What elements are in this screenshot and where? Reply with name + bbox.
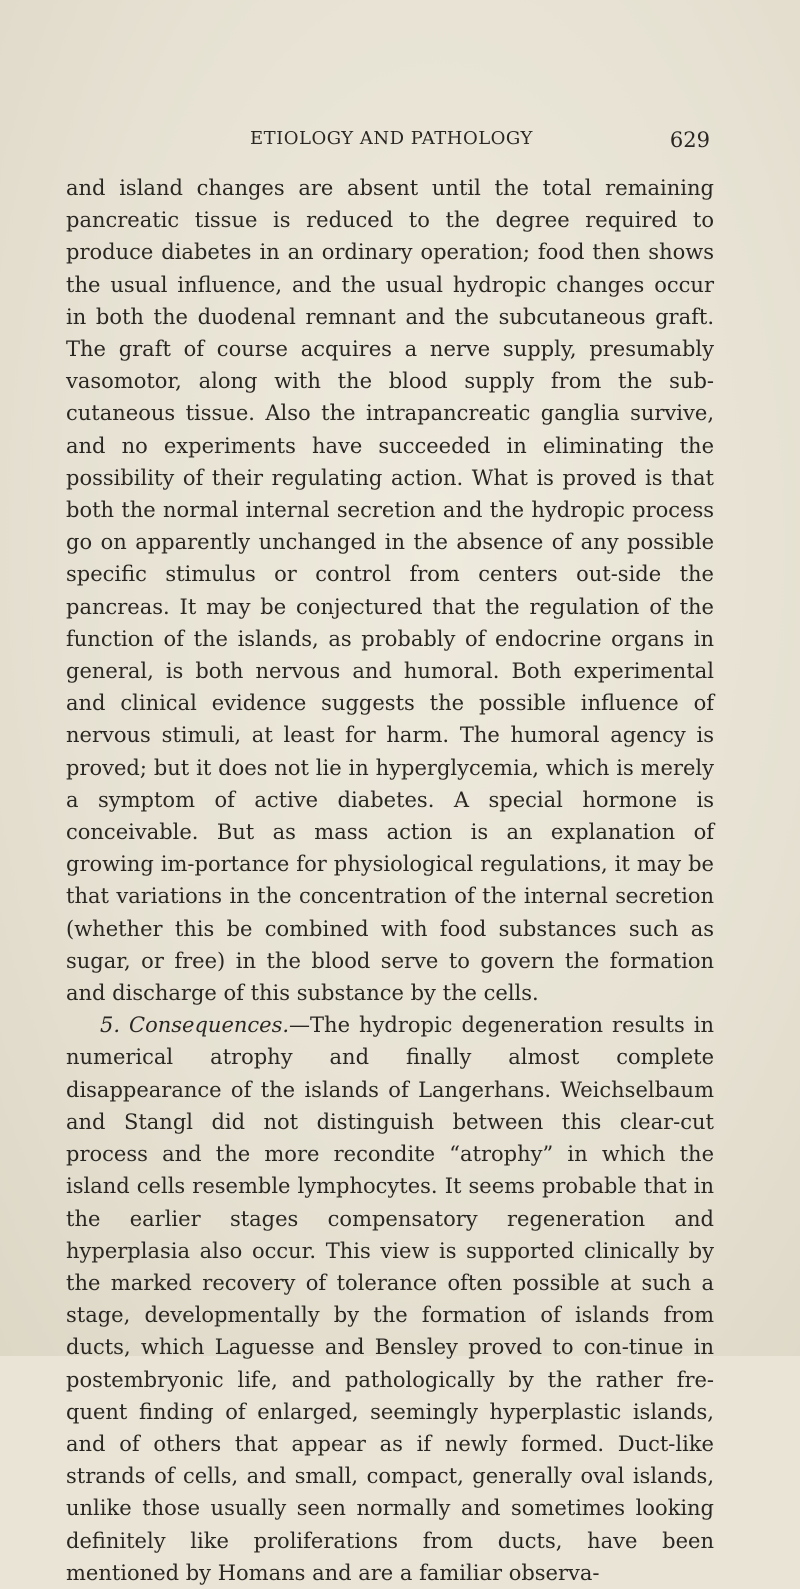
- section-heading: 5. Consequences.: [100, 1013, 290, 1038]
- body-text: [66, 172, 714, 1589]
- paragraph: [66, 1009, 714, 1589]
- paragraph: [66, 172, 714, 1009]
- page-header: [250, 128, 710, 158]
- paragraph-text: —The hydropic degeneration results in numerical atrophy and finally almost complete disappearance of the islands of Langerhans. Weichselbaum and Stangl did not distinguish between this clear-cut process and the more recondite “atrophy” in which the island cells resemble lymphocytes. It seems probable that in the earlier stages compensatory regeneration and hyperplasia also occur. This view is supported clinically by the marked recovery of tolerance often possible at such a stage, developmentally by the formation of islands from ducts, which Laguesse and Bensley proved to con-tinue in postembryonic life, and pathologically by the rather fre-quent finding of enlarged, seemingly hyperplastic islands, and of others that appear as if newly formed. Duct-like strands of cells, and small, compact, generally oval islands, unlike those usually seen normally and sometimes looking definitely like proliferations from ducts, have been mentioned by Homans and are a familiar observa-: [66, 1013, 714, 1585]
- page-number: 629: [669, 128, 710, 152]
- running-head: ETIOLOGY AND PATHOLOGY: [250, 128, 533, 149]
- paragraph-text: and island changes are absent until the total remaining pancreatic tissue is reduced to the degree required to produce diabetes in an ordinary operation; food then shows the usual influence, and the usual hydropic changes occur in both the duodenal remnant and the subcutaneous graft. The graft of course acquires a nerve supply, presumably vasomotor, along with the blood supply from the sub-cutaneous tissue. Also the intrapancreatic ganglia survive, and no experiments have succeeded in eliminating the possibility of their regulating action. What is proved is that both the normal internal secretion and the hydropic process go on apparently unchanged in the absence of any possible specific stimulus or control from centers out-side the pancreas. It may be conjectured that the regulation of the function of the islands, as probably of endocrine organs in general, is both nervous and humoral. Both experimental and clinical evidence suggests the possible influence of nervous stimuli, at least for harm. The humoral agency is proved; but it does not lie in hyperglycemia, which is merely a symptom of active diabetes. A special hormone is conceivable. But as mass action is an explanation of growing im-portance for physiological regulations, it may be that variations in the concentration of the internal secretion (whether this be combined with food substances such as sugar, or free) in the blood serve to govern the formation and discharge of this substance by the cells.: [66, 176, 714, 1006]
